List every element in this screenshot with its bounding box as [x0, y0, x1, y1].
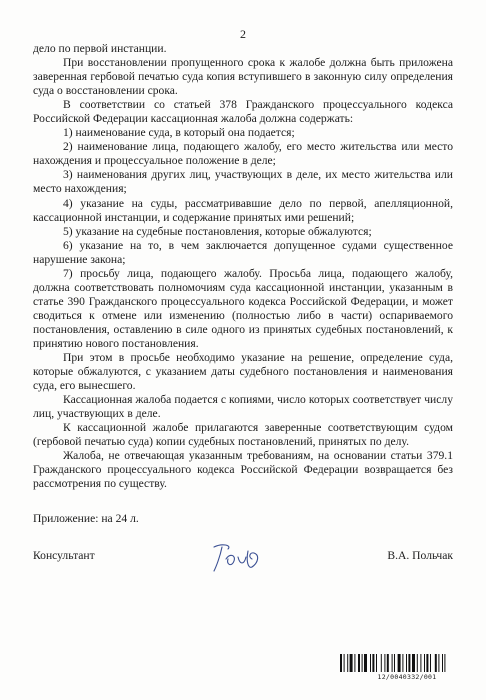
signer-name: В.А. Польчак	[387, 549, 453, 562]
paragraph: Жалоба, не отвечающая указанным требованиям, на основании статьи 379.1 Гражданского процессуального кодекса Российской Федерации возвращается без рассмотрения по существу.	[33, 449, 453, 491]
barcode	[340, 654, 474, 672]
paragraph: Кассационная жалоба подается с копиями, число которых соответствует числу лиц, участвующих в деле.	[33, 393, 453, 421]
paragraph: При этом в просьбе необходимо указание на решение, определение суда, которые обжалуются, с указанием даты судебного постановления и наименования суда, его вынесшего.	[33, 351, 453, 393]
barcode-number: 12/0040332/001	[377, 673, 437, 681]
handwritten-signature	[208, 539, 268, 577]
list-item: 6) указание на то, в чем заключается допущенное судами существенное нарушение закона;	[33, 238, 453, 266]
paragraph: дело по первой инстанции.	[33, 42, 167, 55]
signer-role: Консультант	[33, 549, 95, 562]
signature-block	[33, 549, 453, 579]
list-item: 7) просьбу лица, подающего жалобу. Просьба лица, подающего жалобу, должна соответствовать полномочиям суда кассационной инстанции, указанным в статье 390 Гражданского процессуального кодекса Российской Федерации, и может сводиться к отмене или изменению (полностью либо в части) оспариваемого постановления, оставлению в силе одного из принятых судебных постановлений, к принятию нового постановления.	[33, 266, 453, 350]
list-item: 1) наименование суда, в который она подается;	[63, 126, 295, 140]
attachment-note: Приложение: на 24 л.	[33, 511, 139, 525]
list-item: 2) наименование лица, подающего жалобу, его место жительства или место нахождения и процессуальное положение в деле;	[33, 140, 453, 168]
list-item: 3) наименования других лиц, участвующих в деле, их место жительства или место нахождения;	[33, 168, 453, 196]
page-number: 2	[240, 27, 246, 41]
paragraph: В соответствии со статьей 378 Гражданского процессуального кодекса Российской Федерации кассационная жалоба должна содержать:	[33, 98, 453, 126]
document-body	[33, 42, 453, 526]
paragraph: К кассационной жалобе прилагаются заверенные соответствующим судом (гербовой печатью суда) копии судебных постановлений, принятых по делу.	[33, 421, 453, 449]
list-item: 5) указание на судебные постановления, которые обжалуются;	[63, 224, 372, 238]
list-item: 4) указание на суды, рассматривавшие дело по первой, апелляционной, кассационной инстанции, и содержание принятых ими решений;	[33, 196, 453, 224]
paragraph: При восстановлении пропущенного срока к жалобе должна быть приложена заверенная гербовой печатью суда копия вступившего в законную силу определения суда о восстановлении срока.	[33, 56, 453, 98]
